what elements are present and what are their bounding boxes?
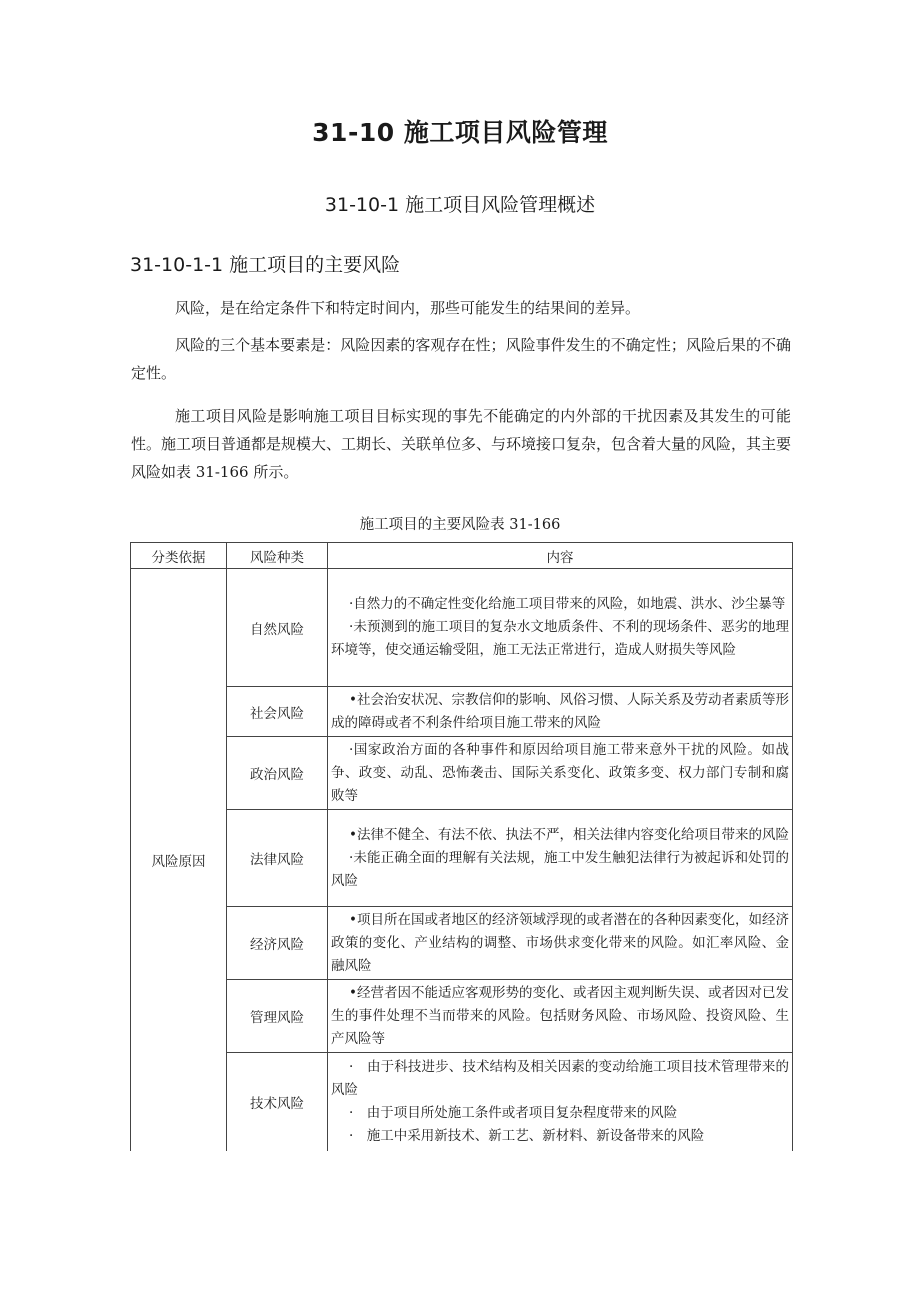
content-item: ·国家政治方面的各种事件和原因给项目施工带来意外干扰的风险。如战争、政变、动乱、恐怖袭击、国际关系变化、政策多变、权力部门专制和腐败等 — [331, 741, 789, 804]
risk-content — [328, 980, 793, 1053]
risk-kind: 技术风险 — [227, 1053, 328, 1151]
table-row — [131, 810, 793, 907]
risk-kind: 法律风险 — [227, 810, 328, 907]
subsection-title: 31-10-1-1 施工项目的主要风险 — [130, 254, 401, 276]
table-row — [131, 687, 793, 737]
content-item: ·自然力的不确定性变化给施工项目带来的风险，如地震、洪水、沙尘暴等 — [349, 596, 786, 612]
content-item: · 由于科技进步、技术结构及相关因素的变动给施工项目技术管理带来的风险 — [331, 1058, 789, 1098]
content-item: ·未能正确全面的理解有关法规，施工中发生触犯法律行为被起诉和处罚的风险 — [331, 849, 789, 889]
content-item: •法律不健全、有法不依、执法不严，相关法律内容变化给项目带来的风险 — [349, 826, 789, 843]
risk-kind: 社会风险 — [227, 687, 328, 737]
header-content: 内容 — [328, 543, 793, 569]
section-title: 31-10-1 施工项目风险管理概述 — [324, 194, 596, 216]
paragraph-definition: 风险，是在给定条件下和特定时间内，那些可能发生的结果间的差异。 — [175, 299, 641, 317]
table-header-row — [131, 543, 793, 569]
table-row — [131, 907, 793, 980]
content-item: •经营者因不能适应客观形势的变化、或者因主观判断失误、或者因对已发生的事件处理不当而带来的风险。包括财务风险、市场风险、投资风险、生产风险等 — [331, 984, 789, 1047]
content-item: ·未预测到的施工项目的复杂水文地质条件、不利的现场条件、恶劣的地理环境等，使交通运输受阻，施工无法正常进行，造成人财损失等风险 — [331, 619, 789, 658]
table-row — [131, 569, 793, 687]
page-title: 31-10 施工项目风险管理 — [312, 118, 608, 147]
risk-content — [328, 687, 793, 737]
risk-kind: 自然风险 — [227, 569, 328, 687]
header-basis: 分类依据 — [131, 543, 227, 569]
table-row — [131, 1053, 793, 1151]
risk-content — [328, 907, 793, 980]
risk-kind: 经济风险 — [227, 907, 328, 980]
risk-table — [130, 542, 793, 1151]
table-caption: 施工项目的主要风险表 31-166 — [359, 517, 561, 533]
table-row — [131, 737, 793, 810]
table-row — [131, 980, 793, 1053]
content-item: · 施工中采用新技术、新工艺、新材料、新设备带来的风险 — [349, 1127, 705, 1144]
risk-kind: 政治风险 — [227, 737, 328, 810]
content-item: · 由于项目所处施工条件或者项目复杂程度带来的风险 — [349, 1104, 678, 1121]
content-item: •社会治安状况、宗教信仰的影响、风俗习惯、人际关系及劳动者素质等形成的障碍或者不利条件给项目施工带来的风险 — [331, 691, 789, 731]
risk-content — [328, 737, 793, 810]
risk-content — [328, 810, 793, 907]
content-item: •项目所在国或者地区的经济领域浮现的或者潜在的各种因素变化，如经济政策的变化、产业结构的调整、市场供求变化带来的风险。如汇率风险、金融风险 — [331, 911, 789, 974]
risk-kind: 管理风险 — [227, 980, 328, 1053]
category-cell: 风险原因 — [131, 569, 227, 1151]
header-kind: 风险种类 — [227, 543, 328, 569]
paragraph-elements: 风险的三个基本要素是：风险因素的客观存在性；风险事件发生的不确定性；风险后果的不确定性。 — [131, 336, 791, 382]
risk-content — [328, 1053, 793, 1151]
paragraph-construction-risk: 施工项目风险是影响施工项目目标实现的事先不能确定的内外部的干扰因素及其发生的可能性。施工项目普通都是规模大、工期长、关联单位多、与环境接口复杂，包含着大量的风险，其主要风险如表 31-166 所示。 — [131, 407, 792, 481]
risk-content — [328, 569, 793, 687]
